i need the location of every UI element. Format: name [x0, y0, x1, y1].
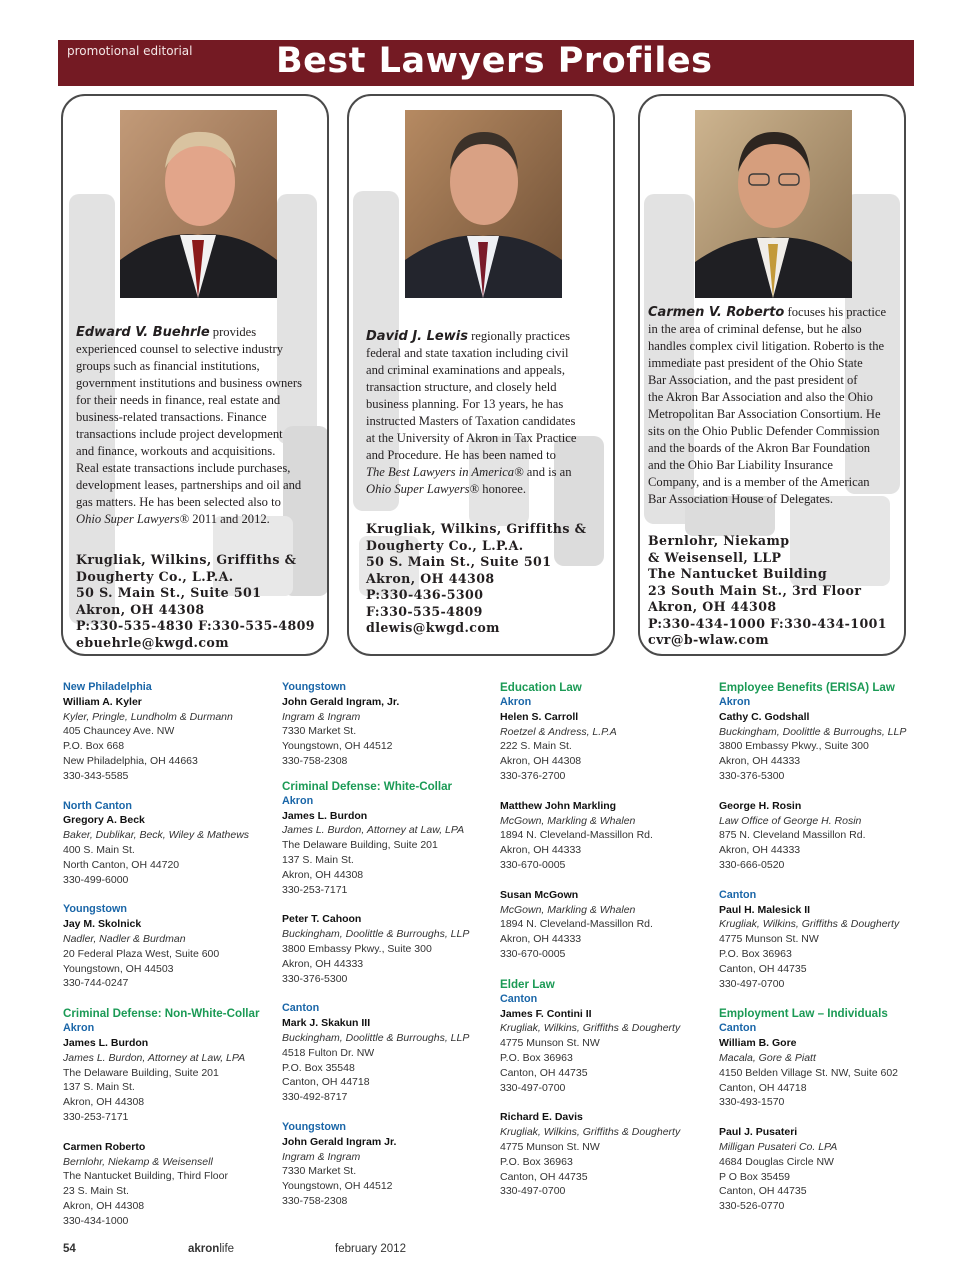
page-title: Best Lawyers Profiles: [276, 41, 713, 81]
lawyer-name: James F. Contini II: [500, 1007, 592, 1020]
firm-name: Krugliak, Wilkins, Griffiths & Dougherty: [500, 1126, 681, 1139]
email-link[interactable]: dlewis@kwgd.com: [366, 620, 500, 635]
city-heading: North Canton: [63, 799, 132, 812]
list-item: Employment Law – Individuals Canton William B. Gore Macala, Gore & Piatt 4150 Belden Village St. NW, Suite 602 Canton, OH 44718 330-493-1570: [719, 1006, 949, 1110]
promo-label: promotional editorial: [67, 44, 193, 58]
firm-name: Buckingham, Doolittle & Burroughs, LLP: [282, 928, 470, 941]
email-link[interactable]: ebuehrle@kwgd.com: [76, 634, 229, 650]
firm-name: Nadler, Nadler & Burdman: [63, 932, 186, 945]
firm-name: Roetzel & Andress, L.P.A: [500, 725, 617, 738]
category-heading: Criminal Defense: White-Collar: [282, 779, 453, 793]
category-heading: Criminal Defense: Non-White-Collar: [63, 1007, 260, 1021]
profile-card-buehrle: [61, 94, 329, 656]
list-item: Paul J. Pusateri Milligan Pusateri Co. LPA 4684 Douglas Circle NW P O Box 35459 Canton, OH 44735 330-526-0770: [719, 1125, 949, 1214]
list-item: George H. Rosin Law Office of George H. Rosin 875 N. Cleveland Massillon Rd. Akron, OH 44333 330-666-0520: [719, 799, 949, 873]
firm-name: Krugliak, Wilkins, Griffiths & Dougherty: [500, 1022, 681, 1035]
list-item: Youngstown John Gerald Ingram, Jr. Ingram & Ingram 7330 Market St. Youngstown, OH 44512 330-758-2308: [282, 680, 502, 769]
city-heading: Canton: [719, 888, 757, 901]
firm-name: Law Office of George H. Rosin: [719, 814, 862, 827]
lawyer-name: William A. Kyler: [63, 695, 142, 708]
lawyer-name: Gregory A. Beck: [63, 814, 145, 827]
city-heading: Youngstown: [282, 681, 346, 693]
lawyer-name: James L. Burdon: [63, 1036, 149, 1049]
lawyer-name: Mark J. Skakun III: [282, 1017, 371, 1030]
firm-name: Krugliak, Wilkins, Griffiths & Dougherty: [719, 918, 900, 931]
firm-name: James L. Burdon, Attorney at Law, LPA: [63, 1051, 246, 1064]
lawyer-name: Jay M. Skolnick: [63, 918, 142, 931]
portrait-photo-buehrle: [120, 110, 277, 298]
city-heading: Youngstown: [63, 903, 127, 916]
list-item: Education Law Akron Helen S. Carroll Roetzel & Andress, L.P.A 222 S. Main St. Akron, OH 44308 330-376-2700: [500, 680, 720, 784]
category-heading: Employment Law – Individuals: [719, 1007, 888, 1021]
lawyer-name: Matthew John Markling: [500, 799, 617, 812]
list-item: Carmen Roberto Bernlohr, Niekamp & Weisensell The Nantucket Building, Third Floor 23 S. Main St. Akron, OH 44308 330-434-1000: [63, 1140, 283, 1229]
list-item: New Philadelphia William A. Kyler Kyler, Pringle, Lundholm & Durmann 405 Chauncey Ave. NW P.O. Box 668 New Philadelphia, OH 44663 330-343-5585: [63, 680, 283, 784]
listing-column-1: [63, 680, 283, 1244]
listing-column-4: [719, 680, 949, 1229]
portrait-photo-roberto: [695, 110, 852, 298]
lawyer-name: Cathy C. Godshall: [719, 710, 810, 723]
city-heading: Akron: [500, 696, 532, 708]
listing-column-3: [500, 680, 720, 1214]
lawyer-name: William B. Gore: [719, 1037, 797, 1050]
lawyer-name: James L. Burdon: [282, 809, 368, 822]
lawyer-name: John Gerald Ingram Jr.: [282, 1135, 397, 1148]
city-heading: Canton: [500, 992, 538, 1005]
firm-name: Buckingham, Doolittle & Burroughs, LLP: [282, 1031, 470, 1044]
list-item: Youngstown Jay M. Skolnick Nadler, Nadler & Burdman 20 Federal Plaza West, Suite 600 Youngstown, OH 44503 330-744-0247: [63, 902, 283, 991]
profile-card-roberto: [638, 94, 906, 656]
bio-roberto: Carmen V. Roberto focuses his practice in the area of criminal defense, but he also handles complex civil litigation. Roberto is the immediate past president of the Ohio State Bar Association, and the past president of the Akron Bar Association and also the Ohio Metropolitan Bar Association Consortium. He sits on the Ohio Public Defender Commission and the boards of the Akron Bar Foundation and the Ohio Bar Liability Insurance Company, and is a member of the American Bar Association House of Delegates.: [648, 305, 887, 506]
list-item: Susan McGown McGown, Markling & Whalen 1894 N. Cleveland-Massillon Rd. Akron, OH 44333 330-670-0005: [500, 888, 720, 962]
firm-name: Buckingham, Doolittle & Burroughs, LLP: [719, 725, 907, 738]
lawyer-name: George H. Rosin: [719, 799, 802, 812]
city-heading: Youngstown: [282, 1120, 346, 1133]
page-number: 54: [63, 1243, 76, 1255]
magazine-name: akronlife: [188, 1243, 235, 1255]
lawyer-name: John Gerald Ingram, Jr.: [282, 695, 400, 708]
list-item: Richard E. Davis Krugliak, Wilkins, Griffiths & Dougherty 4775 Munson St. NW P.O. Box 36963 Canton, OH 44735 330-497-0700: [500, 1110, 720, 1199]
firm-name: McGown, Markling & Whalen: [500, 814, 636, 827]
city-heading: New Philadelphia: [63, 681, 152, 693]
list-item: Peter T. Cahoon Buckingham, Doolittle & Burroughs, LLP 3800 Embassy Pkwy., Suite 300 Akron, OH 44333 330-376-5300: [282, 912, 502, 986]
email-link[interactable]: cvr@b-wlaw.com: [648, 632, 769, 647]
firm-contact-buehrle: Krugliak, Wilkins, Griffiths & Dougherty Co., L.P.A. 50 S. Main St., Suite 501 Akron, OH 44308 P:330-535-4830 F:330-535-4809 ebuehrle@kwgd.com: [76, 552, 315, 650]
lawyer-name: Carmen V. Roberto: [648, 305, 785, 320]
city-heading: Akron: [282, 794, 314, 807]
firm-contact-roberto: Bernlohr, Niekamp & Weisensell, LLP The Nantucket Building 23 South Main St., 3rd Floor Akron, OH 44308 P:330-434-1000 F:330-434-1001 cvr@b-wlaw.com: [648, 533, 887, 647]
list-item: Canton Mark J. Skakun III Buckingham, Doolittle & Burroughs, LLP 4518 Fulton Dr. NW P.O. Box 35548 Canton, OH 44718 330-492-8717: [282, 1001, 502, 1105]
city-heading: Canton: [719, 1022, 757, 1035]
firm-name: Kyler, Pringle, Lundholm & Durmann: [63, 710, 233, 723]
list-item: Employee Benefits (ERISA) Law Akron Cathy C. Godshall Buckingham, Doolittle & Burroughs, LLP 3800 Embassy Pkwy., Suite 300 Akron, OH 44333 330-376-5300: [719, 680, 949, 784]
firm-name: Ingram & Ingram: [282, 710, 361, 723]
lawyer-name: Peter T. Cahoon: [282, 913, 362, 926]
list-item: Matthew John Markling McGown, Markling & Whalen 1894 N. Cleveland-Massillon Rd. Akron, OH 44333 330-670-0005: [500, 799, 720, 873]
firm-name: Bernlohr, Niekamp & Weisensell: [63, 1155, 213, 1168]
list-item: Youngstown John Gerald Ingram Jr. Ingram & Ingram 7330 Market St. Youngstown, OH 44512 330-758-2308: [282, 1120, 502, 1209]
lawyer-name: Susan McGown: [500, 888, 579, 901]
lawyer-name: Richard E. Davis: [500, 1111, 583, 1124]
lawyer-name: Paul H. Malesick II: [719, 903, 811, 916]
list-item: Criminal Defense: White-Collar Akron James L. Burdon James L. Burdon, Attorney at Law, LPA The Delaware Building, Suite 201 137 S. Main St. Akron, OH 44308 330-253-7171: [282, 779, 502, 898]
lawyer-name: David J. Lewis: [366, 329, 468, 344]
bio-lewis: David J. Lewis regionally practices federal and state taxation including civil and criminal examinations and appeals, transaction structure, and closely held business planning. For 13 years, he has instructed Masters of Taxation candidates at the University of Akron in Tax Practice and Procedure. He has been named to The Best Lawyers in America® and is an Ohio Super Lawyers® honoree.: [366, 329, 577, 496]
list-item: Criminal Defense: Non-White-Collar Akron James L. Burdon James L. Burdon, Attorney at Law, LPA The Delaware Building, Suite 201 137 S. Main St. Akron, OH 44308 330-253-7171: [63, 1006, 283, 1125]
city-heading: Akron: [63, 1022, 95, 1035]
header-banner: [58, 40, 914, 86]
category-heading: Education Law: [500, 681, 582, 694]
firm-name: Macala, Gore & Piatt: [719, 1051, 816, 1064]
category-heading: Elder Law: [500, 977, 555, 991]
listing-column-2: [282, 680, 502, 1224]
category-heading: Employee Benefits (ERISA) Law: [719, 681, 895, 694]
list-item: Elder Law Canton James F. Contini II Krugliak, Wilkins, Griffiths & Dougherty 4775 Munson St. NW P.O. Box 36963 Canton, OH 44735 330-497-0700: [500, 977, 720, 1096]
issue-date: february 2012: [335, 1243, 406, 1255]
lawyer-name: Paul J. Pusateri: [719, 1126, 798, 1139]
firm-name: Ingram & Ingram: [282, 1150, 361, 1163]
firm-name: Milligan Pusateri Co. LPA: [719, 1140, 838, 1153]
city-heading: Canton: [282, 1002, 320, 1015]
firm-name: Baker, Dublikar, Beck, Wiley & Mathews: [63, 829, 250, 842]
list-item: North Canton Gregory A. Beck Baker, Dublikar, Beck, Wiley & Mathews 400 S. Main St. North Canton, OH 44720 330-499-6000: [63, 799, 283, 888]
bio-buehrle: Edward V. Buehrle provides experienced counsel to selective industry groups such as financial institutions, government institutions and business owners for their needs in finance, real estate and business-related transactions. Finance transactions include project development and finance, workouts and acquisitions. Real estate transactions include purchases, development leases, partnerships and oil and gas matters. He has been selected also to Ohio Super Lawyers® 2011 and 2012.: [76, 325, 302, 526]
firm-contact-lewis: Krugliak, Wilkins, Griffiths & Dougherty Co., L.P.A. 50 S. Main St., Suite 501 Akron, OH 44308 P:330-436-5300 F:330-535-4809 dlewis@kwgd.com: [366, 521, 587, 635]
city-heading: Akron: [719, 696, 751, 708]
profile-card-lewis: [347, 94, 615, 656]
firm-name: McGown, Markling & Whalen: [500, 903, 636, 916]
lawyer-name: Carmen Roberto: [63, 1140, 146, 1153]
portrait-photo-lewis: [405, 110, 562, 298]
list-item: Canton Paul H. Malesick II Krugliak, Wilkins, Griffiths & Dougherty 4775 Munson St. NW P.O. Box 36963 Canton, OH 44735 330-497-0700: [719, 888, 949, 992]
lawyer-name: Edward V. Buehrle: [76, 325, 210, 340]
lawyer-name: Helen S. Carroll: [500, 710, 579, 723]
firm-name: James L. Burdon, Attorney at Law, LPA: [282, 824, 465, 837]
